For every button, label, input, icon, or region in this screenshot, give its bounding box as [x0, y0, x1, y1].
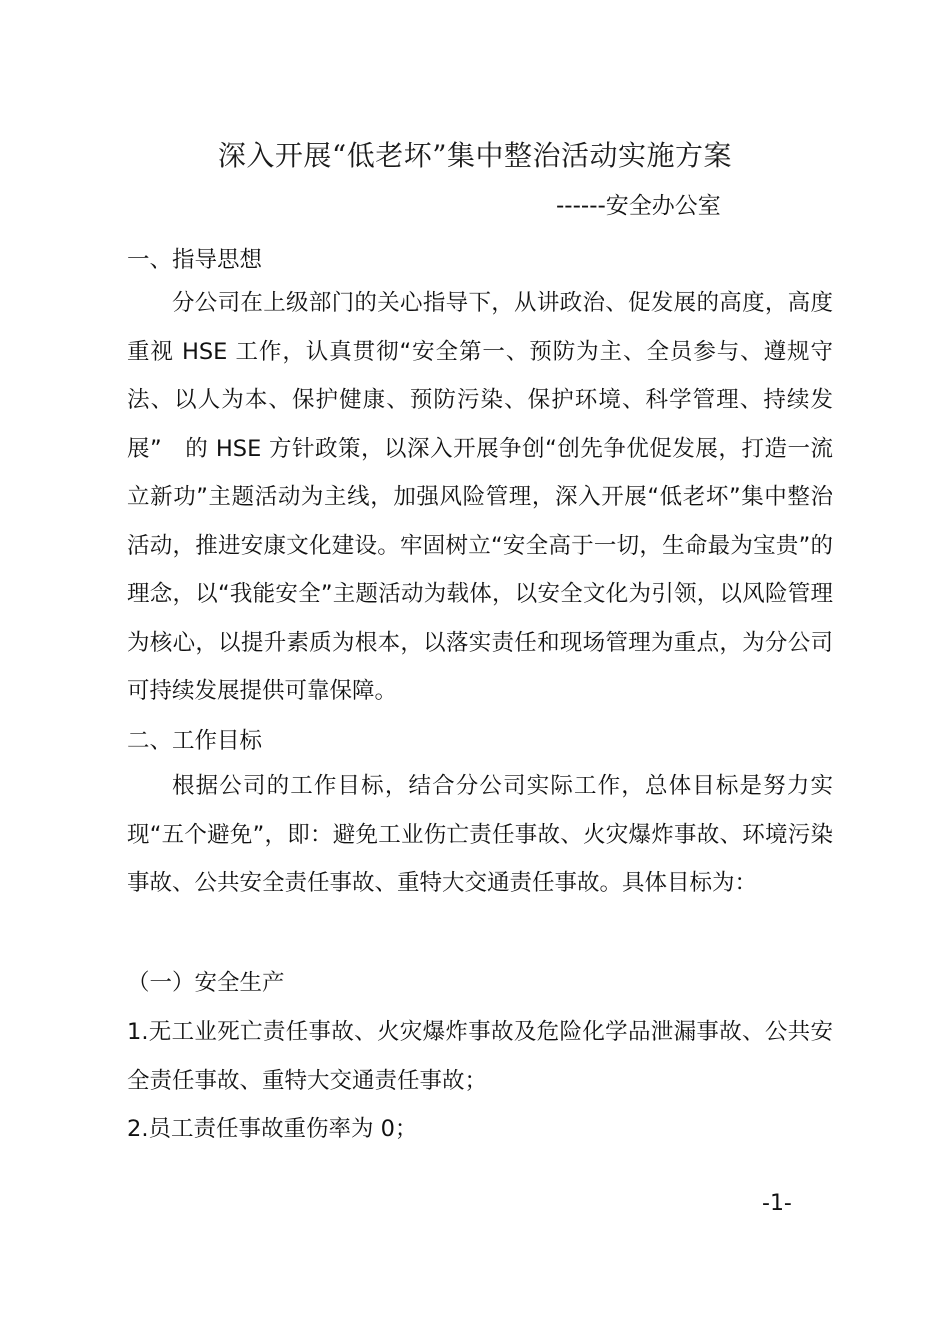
goal-list [127, 1008, 833, 1154]
section-1-heading: 一、指导思想 [127, 247, 263, 273]
page-number: -1- [762, 1191, 792, 1216]
section-2-body [127, 762, 833, 908]
section-2-paragraph: 根据公司的工作目标，结合分公司实际工作，总体目标是努力实现“五个避免”，即：避免工业伤亡责任事故、火灾爆炸事故、环境污染事故、公共安全责任事故、重特大交通责任事故。具体目标为： [127, 773, 833, 896]
section-1-paragraph: 分公司在上级部门的关心指导下，从讲政治、促发展的高度，高度重视 HSE 工作，认真贯彻“安全第一、预防为主、全员参与、遵规守法、以人为本、保护健康、预防污染、保护环境、科学管理、持续发展” 的 HSE 方针政策，以深入开展争创“创先争优促发展，打造一流立新功”主题活动为主线，加强风险管理，深入开展“低老坏”集中整治活动，推进安康文化建设。牢固树立“安全高于一切，生命最为宝贵”的理念，以“我能安全”主题活动为载体，以安全文化为引领，以风险管理为核心，以提升素质为根本，以落实责任和现场管理为重点，为分公司可持续发展提供可靠保障。 [127, 290, 833, 704]
document-author: ------安全办公室 [556, 193, 721, 219]
document-title: 深入开展“低老坏”集中整治活动实施方案 [217, 139, 733, 172]
section-2-heading: 二、工作目标 [127, 728, 263, 754]
goal-item-2: 2.员工责任事故重伤率为 0； [127, 1116, 418, 1142]
subsection-heading: （一）安全生产 [127, 970, 285, 996]
section-1-body [127, 279, 833, 716]
goal-item-1: 1.无工业死亡责任事故、火灾爆炸事故及危险化学品泄漏事故、公共安全责任事故、重特大交通责任事故； [127, 1019, 833, 1094]
